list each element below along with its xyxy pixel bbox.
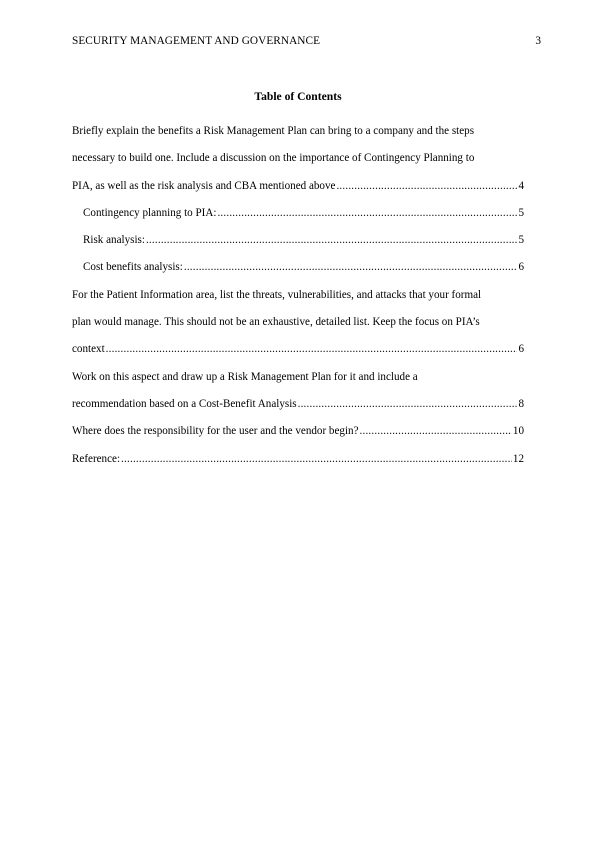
toc-entry-text: PIA, as well as the risk analysis and CBA mentioned above [72,179,336,192]
toc-entry-text: Where does the responsibility for the user and the vendor begin? [72,425,359,438]
toc-entry-leader-line [72,227,524,254]
dot-leader [360,418,512,445]
toc-entry-page-number: 5 [518,234,524,247]
toc-entry-responsibility[interactable] [72,418,524,445]
toc-entry-page-number: 6 [518,343,524,356]
toc-entry-leader-line [72,446,524,473]
toc-entry-text: context [72,343,105,356]
toc-entry-text: recommendation based on a Cost-Benefit Analysis [72,397,297,410]
toc-entry-page-number: 8 [518,397,524,410]
toc-title: Table of Contents [254,90,342,103]
toc-entry-page-number: 6 [518,261,524,274]
toc-entry-page-number: 4 [518,179,524,192]
running-head: SECURITY MANAGEMENT AND GOVERNANCE [72,35,321,47]
toc-entry-reference[interactable] [72,446,524,473]
toc-entry-page-number: 10 [512,425,524,438]
page-number: 3 [535,35,541,47]
toc-entry-cost-benefits[interactable] [72,254,524,281]
dot-leader [121,446,512,473]
table-of-contents [72,118,524,473]
dot-leader [106,336,518,363]
toc-entry-text-line: Work on this aspect and draw up a Risk Management Plan for it and include a [72,370,418,383]
toc-entry-text: Reference: [72,452,121,465]
dot-leader [298,391,518,418]
toc-entry-risk-management-plan[interactable] [72,364,524,419]
toc-entry-text: Contingency planning to PIA: [83,206,217,219]
toc-entry-leader-line [72,200,524,227]
toc-entry-text-line: Briefly explain the benefits a Risk Management Plan can bring to a company and the steps [72,125,475,137]
toc-entry-leader-line [72,173,524,200]
toc-entry-contingency-planning[interactable] [72,200,524,227]
dot-leader [146,227,518,254]
dot-leader [217,200,517,227]
toc-entry-text-line: necessary to build one. Include a discussion on the importance of Contingency Planning to [72,152,475,165]
toc-entry-leader-line [72,336,524,363]
toc-entry-risk-analysis[interactable] [72,227,524,254]
toc-entry-patient-information[interactable] [72,282,524,364]
toc-entry-page-number: 12 [512,452,524,465]
toc-entry-text: Risk analysis: [83,234,145,247]
toc-entry-text-line: plan would manage. This should not be an exhaustive, detailed list. Keep the focus on PIA’s [72,316,480,329]
dot-leader [184,254,518,281]
toc-entry-leader-line [72,391,524,418]
toc-entry-leader-line [72,254,524,281]
toc-entry-page-number: 5 [518,206,524,219]
toc-entry-text-line: For the Patient Information area, list the threats, vulnerabilities, and attacks that your formal [72,288,482,301]
dot-leader [336,173,517,200]
toc-entry-leader-line [72,418,524,445]
toc-entry-text: Cost benefits analysis: [83,261,183,274]
toc-entry-benefits-risk-plan[interactable] [72,118,524,200]
